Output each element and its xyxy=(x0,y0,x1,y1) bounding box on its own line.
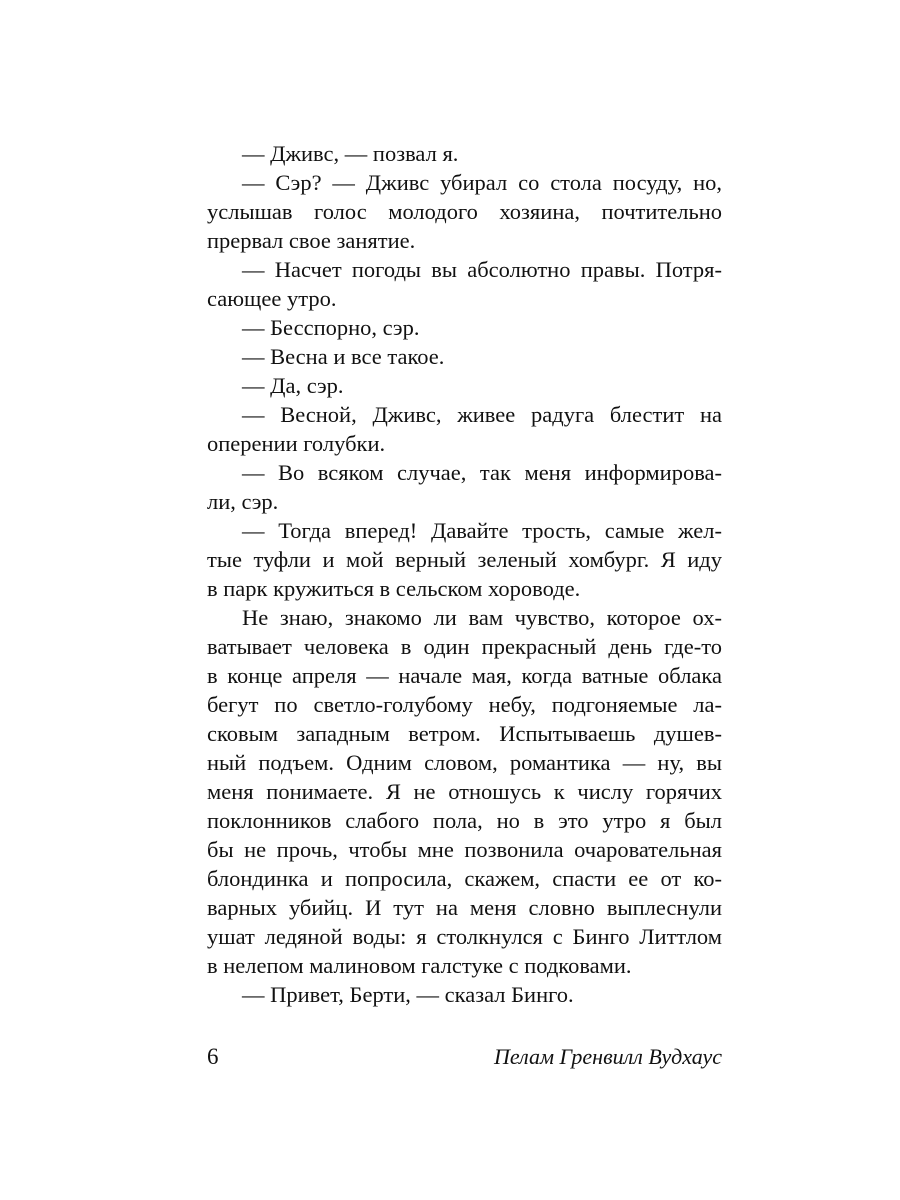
text-line: в парк кружиться в сельском хороводе. xyxy=(207,576,581,601)
text-line: сковым западным ветром. Испытываешь душев- xyxy=(207,721,722,746)
text-line: — Привет, Берти, — сказал Бинго. xyxy=(242,982,574,1007)
text-line: поклонников слабого пола, но в это утро я был xyxy=(207,808,722,833)
text-line: тые туфли и мой верный зеленый хомбург. Я иду xyxy=(207,547,722,572)
text-line: — Бесспорно, сэр. xyxy=(242,315,420,340)
text-line: в нелепом малиновом галстуке с подковами. xyxy=(207,953,632,978)
text-line: — Во всяком случае, так меня информирова- xyxy=(242,460,722,485)
text-line: варных убийц. И тут на меня словно выплеснули xyxy=(207,895,722,920)
text-line: Не знаю, знакомо ли вам чувство, которое ох- xyxy=(242,605,722,630)
page-number: 6 xyxy=(207,1044,219,1069)
text-line: — Сэр? — Дживс убирал со стола посуду, но, xyxy=(242,170,722,195)
text-line: меня понимаете. Я не отношусь к числу горячих xyxy=(207,779,722,804)
text-line: — Тогда вперед! Давайте трость, самые жел- xyxy=(242,518,722,543)
text-line: прервал свое занятие. xyxy=(207,228,416,253)
text-line: — Весной, Дживс, живее радуга блестит на xyxy=(242,402,722,427)
text-line: — Дживс, — позвал я. xyxy=(242,141,459,166)
text-line: — Да, сэр. xyxy=(242,373,344,398)
text-line: бегут по светло-голубому небу, подгоняемые ла- xyxy=(207,692,722,717)
text-line: ли, сэр. xyxy=(207,489,279,514)
running-footer-author: Пелам Гренвилл Вудхаус xyxy=(494,1044,722,1069)
text-line: ватывает человека в один прекрасный день где-то xyxy=(207,634,722,659)
text-line: в конце апреля — начале мая, когда ватные облака xyxy=(207,663,722,688)
text-line: оперении голубки. xyxy=(207,431,386,456)
text-line: ушат ледяной воды: я столкнулся с Бинго Литтлом xyxy=(207,924,722,949)
body-text xyxy=(207,139,722,1009)
text-line: бы не прочь, чтобы мне позвонила очаровательная xyxy=(207,837,722,862)
text-line: ный подъем. Одним словом, романтика — ну, вы xyxy=(207,750,722,775)
text-line: — Весна и все такое. xyxy=(242,344,445,369)
text-line: услышав голос молодого хозяина, почтительно xyxy=(207,199,722,224)
text-line: — Насчет погоды вы абсолютно правы. Потря- xyxy=(242,257,722,282)
text-line: сающее утро. xyxy=(207,286,337,311)
text-line: блондинка и попросила, скажем, спасти ее от ко- xyxy=(207,866,722,891)
